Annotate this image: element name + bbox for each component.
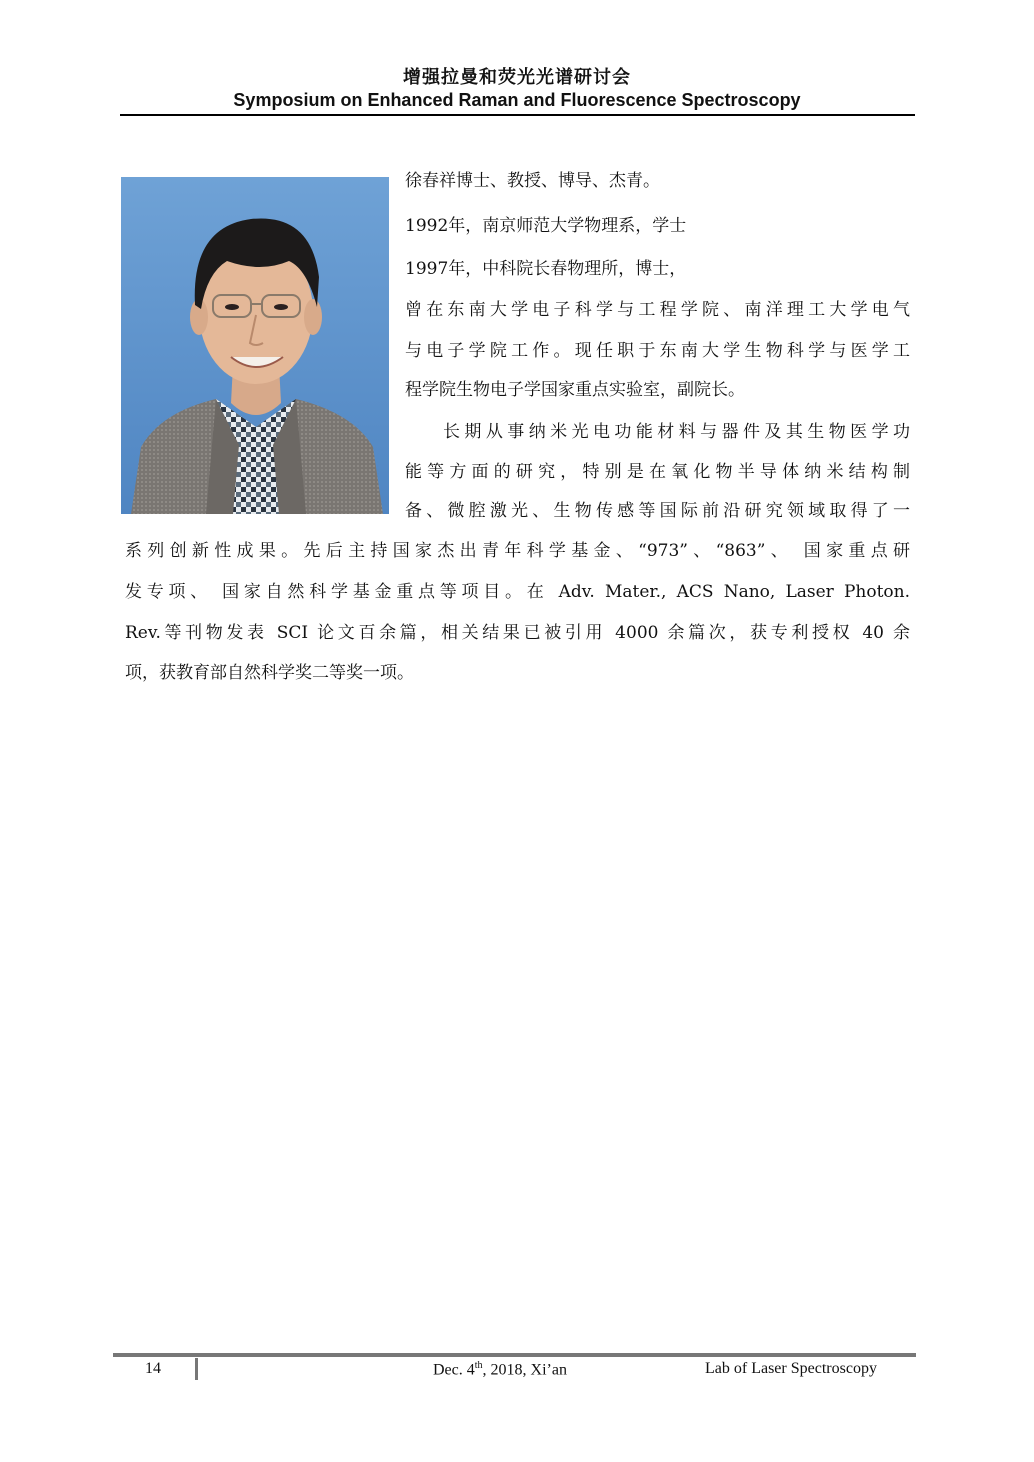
page-number: 14 [145, 1360, 161, 1377]
bio-line: 徐春祥博士、教授、博导、杰青。 [405, 171, 660, 191]
footer-date-sup: th [474, 1360, 483, 1371]
bio-line: 发专项、 国家自然科学基金重点等项目。在 Adv. Mater., ACS Nano, Laser Photon. [125, 582, 910, 602]
bio-line: 1997年，中科院长春物理所，博士， [405, 259, 687, 279]
bio-line: Rev.等刊物发表 SCI 论文百余篇，相关结果已被引用 4000 余篇次，获专利授权 40 余 [125, 623, 910, 643]
footer-date [433, 1360, 567, 1379]
bio-line: 1992年，南京师范大学物理系，学士 [405, 216, 687, 236]
bio-line: 程学院生物电子学国家重点实验室，副院长。 [405, 380, 745, 400]
bio-line: 能等方面的研究，特别是在氧化物半导体纳米结构制 [405, 462, 910, 482]
bio-line: 系列创新性成果。先后主持国家杰出青年科学基金、“973”、“863”、 国家重点研 [125, 541, 910, 561]
footer-lab: Lab of Laser Spectroscopy [705, 1360, 877, 1377]
footer-divider [195, 1358, 198, 1380]
bio-line: 曾在东南大学电子科学与工程学院、南洋理工大学电气 [405, 300, 910, 320]
header-title-cn: 增强拉曼和荧光光谱研讨会 [403, 67, 631, 88]
bio-line: 备、微腔激光、生物传感等国际前沿研究领域取得了一 [405, 501, 910, 521]
header-title-en: Symposium on Enhanced Raman and Fluorescence Spectroscopy [233, 90, 801, 110]
bio-line: 项，获教育部自然科学奖二等奖一项。 [125, 663, 414, 683]
footer-rule [113, 1353, 916, 1357]
bio-line: 长期从事纳米光电功能材料与器件及其生物医学功 [443, 422, 910, 442]
header-rule [120, 114, 915, 116]
footer-date-prefix: Dec. 4 [433, 1361, 475, 1379]
bio-line: 与电子学院工作。现任职于东南大学生物科学与医学工 [405, 341, 910, 361]
footer-date-suffix: , 2018, Xi’an [482, 1361, 567, 1379]
portrait-photo [121, 177, 389, 514]
